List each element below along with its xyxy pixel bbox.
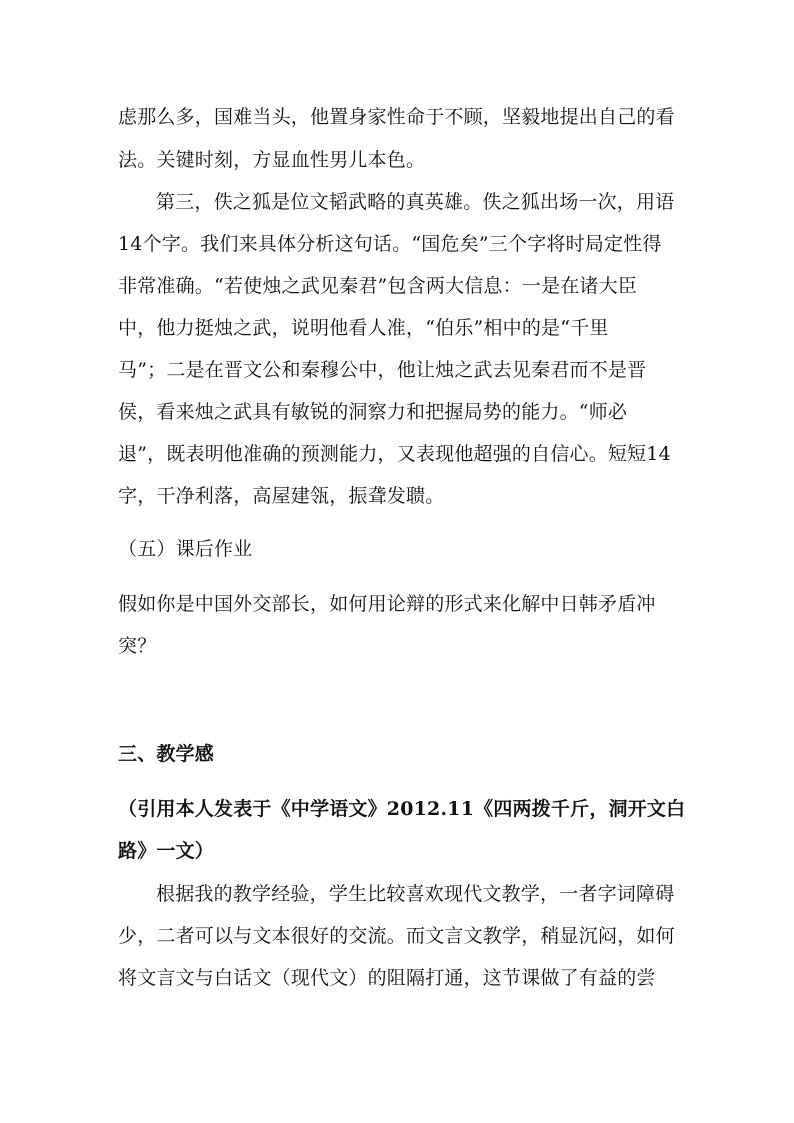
paragraph-line: 第三，佚之狐是位文韬武略的真英雄。佚之狐出场一次，用语 — [156, 191, 675, 213]
text-line: 将文言文与白话文（现代文）的阻隔打通，这节课做了有益的尝 — [118, 967, 656, 989]
text-line: 14个字。我们来具体分析这句话。“国危矣”三个字将时局定性得 — [118, 233, 662, 255]
citation-line: 路》一文） — [118, 840, 215, 862]
text-line: 虑那么多，国难当头，他置身家性命于不顾，坚毅地提出自己的看 — [118, 106, 675, 128]
text-line: 退”，既表明他准确的预测能力，又表现他超强的自信心。短短14 — [118, 443, 671, 465]
section-subheading: （五）课后作业 — [118, 538, 253, 560]
text-line: 突？ — [118, 635, 157, 657]
text-line: 字，干净利落，高屋建瓴，振聋发聩。 — [118, 485, 445, 507]
text-line: 中，他力挺烛之武，说明他看人准，“伯乐”相中的是“千里 — [118, 317, 609, 339]
text-line: 少，二者可以与文本很好的交流。而文言文教学，稍显沉闷，如何 — [118, 925, 675, 947]
text-line: 非常准确。“若使烛之武见秦君”包含两大信息：一是在诸大臣 — [118, 275, 638, 297]
text-line: 侯，看来烛之武具有敏锐的洞察力和把握局势的能力。“师必 — [118, 401, 628, 423]
text-line: 假如你是中国外交部长，如何用论辩的形式来化解中日韩矛盾冲 — [118, 593, 656, 615]
paragraph-line: 根据我的教学经验，学生比较喜欢现代文教学，一者字词障碍 — [156, 883, 675, 905]
text-line: 马”；二是在晋文公和秦穆公中，他让烛之武去见秦君而不是晋 — [118, 359, 647, 381]
text-line: 法。关键时刻，方显血性男儿本色。 — [118, 149, 426, 171]
section-heading: 三、教学感 — [118, 743, 215, 765]
citation-line: （引用本人发表于《中学语文》2012.11《四两拨千斤，洞开文白 — [118, 798, 686, 820]
